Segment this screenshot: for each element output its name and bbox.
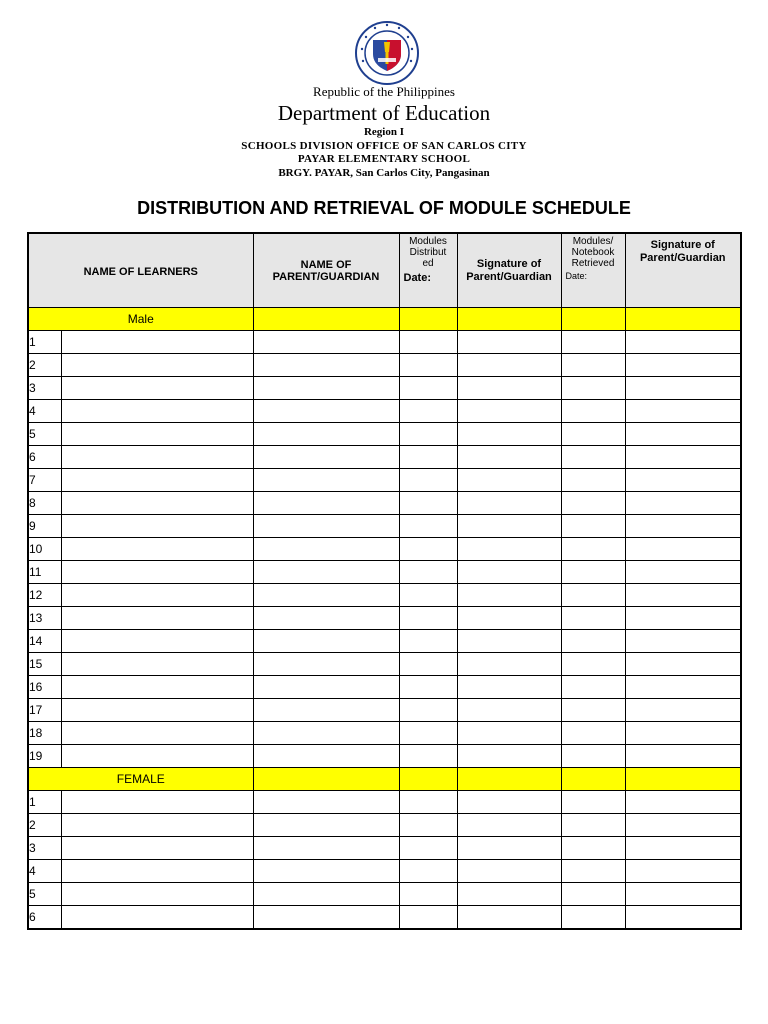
distribution-signature-cell[interactable] — [457, 814, 561, 837]
retrieval-signature-cell[interactable] — [625, 745, 741, 768]
parent-name-cell[interactable] — [253, 814, 399, 837]
distribution-signature-cell[interactable] — [457, 354, 561, 377]
distribution-signature-cell[interactable] — [457, 446, 561, 469]
region-text: Region I — [363, 126, 405, 138]
parent-name-cell[interactable] — [253, 354, 399, 377]
table-row — [28, 837, 741, 860]
retrieved-date-cell[interactable] — [561, 722, 625, 745]
header-modules-retrieved: Modules/ Notebook Retrieved Date: — [561, 233, 625, 308]
row-number: 5 — [28, 883, 61, 906]
row-number: 18 — [28, 722, 61, 745]
distribution-signature-cell[interactable] — [457, 561, 561, 584]
parent-name-cell[interactable] — [253, 653, 399, 676]
row-number: 6 — [28, 906, 61, 930]
learner-name-cell[interactable] — [61, 860, 253, 883]
parent-name-cell[interactable] — [253, 423, 399, 446]
retrieval-signature-cell[interactable] — [625, 837, 741, 860]
retrieval-signature-cell[interactable] — [625, 607, 741, 630]
schedule-table — [27, 232, 742, 930]
learner-name-cell[interactable] — [61, 906, 253, 930]
distributed-date-cell[interactable] — [399, 837, 457, 860]
distribution-signature-cell[interactable] — [457, 699, 561, 722]
retrieval-signature-cell[interactable] — [625, 676, 741, 699]
row-number: 15 — [28, 653, 61, 676]
retrieved-date-cell[interactable] — [561, 446, 625, 469]
header-signature-distribution: Signature of Parent/Guardian — [457, 233, 561, 308]
parent-name-cell[interactable] — [253, 722, 399, 745]
retrieval-signature-cell[interactable] — [625, 469, 741, 492]
distributed-date-cell[interactable] — [399, 538, 457, 561]
table-row — [28, 630, 741, 653]
distribution-signature-cell[interactable] — [457, 722, 561, 745]
retrieved-date-cell[interactable] — [561, 814, 625, 837]
parent-name-cell[interactable] — [253, 630, 399, 653]
section-label: FEMALE — [28, 768, 253, 791]
department-name: Department of Education — [277, 101, 491, 125]
distributed-date-cell[interactable] — [399, 492, 457, 515]
learner-name-cell[interactable] — [61, 492, 253, 515]
retrieval-signature-cell[interactable] — [625, 492, 741, 515]
distributed-date-cell[interactable] — [399, 814, 457, 837]
header-parent: NAME OF PARENT/GUARDIAN — [253, 233, 399, 308]
distributed-date-cell[interactable] — [399, 423, 457, 446]
distributed-date-cell[interactable] — [399, 446, 457, 469]
section-cell — [561, 308, 625, 331]
retrieval-signature-cell[interactable] — [625, 653, 741, 676]
parent-name-cell[interactable] — [253, 745, 399, 768]
table-header-row — [28, 233, 741, 308]
republic-text: Republic of the Philippines — [313, 84, 455, 99]
parent-name-cell[interactable] — [253, 906, 399, 930]
learner-name-cell[interactable] — [61, 699, 253, 722]
distributed-date-label: Date: — [403, 272, 432, 284]
retrieved-date-cell[interactable] — [561, 584, 625, 607]
learner-name-cell[interactable] — [61, 515, 253, 538]
distributed-date-cell[interactable] — [399, 354, 457, 377]
school-name: PAYAR ELEMENTARY SCHOOL — [297, 153, 471, 165]
table-row — [28, 653, 741, 676]
distribution-signature-cell[interactable] — [457, 377, 561, 400]
distribution-signature-cell[interactable] — [457, 515, 561, 538]
retrieved-date-cell[interactable] — [561, 400, 625, 423]
distributed-date-cell[interactable] — [399, 400, 457, 423]
retrieval-signature-cell[interactable] — [625, 791, 741, 814]
parent-name-cell[interactable] — [253, 515, 399, 538]
distributed-date-cell[interactable] — [399, 722, 457, 745]
distributed-date-cell[interactable] — [399, 469, 457, 492]
distribution-signature-cell[interactable] — [457, 745, 561, 768]
parent-name-cell[interactable] — [253, 331, 399, 354]
table-row — [28, 699, 741, 722]
distribution-signature-cell[interactable] — [457, 883, 561, 906]
division-office: SCHOOLS DIVISION OFFICE OF SAN CARLOS CITY — [241, 140, 527, 152]
distributed-date-cell[interactable] — [399, 883, 457, 906]
retrieval-signature-cell[interactable] — [625, 860, 741, 883]
row-number: 8 — [28, 492, 61, 515]
section-row — [28, 308, 741, 331]
header-learners: NAME OF LEARNERS — [28, 233, 253, 308]
retrieval-signature-cell[interactable] — [625, 446, 741, 469]
row-number: 2 — [28, 814, 61, 837]
page-title: DISTRIBUTION AND RETRIEVAL OF MODULE SCHEDULE — [137, 198, 631, 218]
learner-name-cell[interactable] — [61, 791, 253, 814]
distribution-signature-cell[interactable] — [457, 492, 561, 515]
distributed-date-cell[interactable] — [399, 653, 457, 676]
distribution-signature-cell[interactable] — [457, 653, 561, 676]
table-row — [28, 354, 741, 377]
retrieved-date-label: Date: — [565, 271, 588, 281]
learner-name-cell[interactable] — [61, 400, 253, 423]
learner-name-cell[interactable] — [61, 354, 253, 377]
distribution-signature-cell[interactable] — [457, 423, 561, 446]
parent-name-cell[interactable] — [253, 538, 399, 561]
distributed-date-cell[interactable] — [399, 377, 457, 400]
retrieval-signature-cell[interactable] — [625, 561, 741, 584]
retrieval-signature-cell[interactable] — [625, 584, 741, 607]
retrieval-signature-cell[interactable] — [625, 377, 741, 400]
row-number: 3 — [28, 837, 61, 860]
learner-name-cell[interactable] — [61, 331, 253, 354]
section-cell — [457, 768, 561, 791]
section-cell — [399, 768, 457, 791]
row-number: 1 — [28, 331, 61, 354]
section-cell — [625, 308, 741, 331]
row-number: 3 — [28, 377, 61, 400]
retrieval-signature-cell[interactable] — [625, 423, 741, 446]
table-row — [28, 814, 741, 837]
retrieved-date-cell[interactable] — [561, 860, 625, 883]
learner-name-cell[interactable] — [61, 423, 253, 446]
parent-name-cell[interactable] — [253, 584, 399, 607]
retrieved-date-cell[interactable] — [561, 906, 625, 930]
retrieval-signature-cell[interactable] — [625, 699, 741, 722]
row-number: 5 — [28, 423, 61, 446]
row-number: 14 — [28, 630, 61, 653]
learner-name-cell[interactable] — [61, 607, 253, 630]
distribution-signature-cell[interactable] — [457, 906, 561, 930]
distributed-date-cell[interactable] — [399, 331, 457, 354]
retrieved-date-cell[interactable] — [561, 745, 625, 768]
parent-name-cell[interactable] — [253, 377, 399, 400]
table-row — [28, 423, 741, 446]
retrieval-signature-cell[interactable] — [625, 400, 741, 423]
row-number: 10 — [28, 538, 61, 561]
retrieved-date-cell[interactable] — [561, 561, 625, 584]
retrieval-signature-cell[interactable] — [625, 906, 741, 930]
distributed-date-cell[interactable] — [399, 630, 457, 653]
distribution-signature-cell[interactable] — [457, 630, 561, 653]
table-row — [28, 607, 741, 630]
distribution-signature-cell[interactable] — [457, 538, 561, 561]
parent-name-cell[interactable] — [253, 400, 399, 423]
row-number: 9 — [28, 515, 61, 538]
table-row — [28, 400, 741, 423]
distributed-date-cell[interactable] — [399, 561, 457, 584]
learner-name-cell[interactable] — [61, 722, 253, 745]
parent-name-cell[interactable] — [253, 607, 399, 630]
distribution-signature-cell[interactable] — [457, 584, 561, 607]
learner-name-cell[interactable] — [61, 676, 253, 699]
retrieval-signature-cell[interactable] — [625, 630, 741, 653]
parent-name-cell[interactable] — [253, 469, 399, 492]
parent-name-cell[interactable] — [253, 860, 399, 883]
retrieved-date-cell[interactable] — [561, 791, 625, 814]
row-number: 12 — [28, 584, 61, 607]
table-row — [28, 446, 741, 469]
distribution-signature-cell[interactable] — [457, 676, 561, 699]
row-number: 19 — [28, 745, 61, 768]
learner-name-cell[interactable] — [61, 883, 253, 906]
retrieved-date-cell[interactable] — [561, 423, 625, 446]
learner-name-cell[interactable] — [61, 653, 253, 676]
row-number: 6 — [28, 446, 61, 469]
retrieved-date-cell[interactable] — [561, 469, 625, 492]
learner-name-cell[interactable] — [61, 538, 253, 561]
retrieved-date-cell[interactable] — [561, 607, 625, 630]
parent-name-cell[interactable] — [253, 699, 399, 722]
section-cell — [253, 768, 399, 791]
retrieval-signature-cell[interactable] — [625, 331, 741, 354]
header-signature-retrieval: Signature of Parent/Guardian — [625, 233, 741, 308]
row-number: 2 — [28, 354, 61, 377]
retrieved-date-cell[interactable] — [561, 538, 625, 561]
distributed-date-cell[interactable] — [399, 906, 457, 930]
deped-seal-icon — [354, 20, 420, 86]
row-number: 4 — [28, 400, 61, 423]
section-cell — [457, 308, 561, 331]
distribution-signature-cell[interactable] — [457, 400, 561, 423]
learner-name-cell[interactable] — [61, 561, 253, 584]
table-row — [28, 515, 741, 538]
distributed-date-cell[interactable] — [399, 607, 457, 630]
table-row — [28, 584, 741, 607]
learner-name-cell[interactable] — [61, 837, 253, 860]
distribution-signature-cell[interactable] — [457, 331, 561, 354]
learner-name-cell[interactable] — [61, 745, 253, 768]
section-cell — [561, 768, 625, 791]
table-row — [28, 377, 741, 400]
distribution-signature-cell[interactable] — [457, 860, 561, 883]
section-cell — [253, 308, 399, 331]
section-row — [28, 768, 741, 791]
table-row — [28, 722, 741, 745]
parent-name-cell[interactable] — [253, 492, 399, 515]
retrieval-signature-cell[interactable] — [625, 538, 741, 561]
retrieval-signature-cell[interactable] — [625, 515, 741, 538]
table-body — [28, 308, 741, 930]
row-number: 16 — [28, 676, 61, 699]
learner-name-cell[interactable] — [61, 377, 253, 400]
learner-name-cell[interactable] — [61, 584, 253, 607]
table-row — [28, 906, 741, 930]
parent-name-cell[interactable] — [253, 561, 399, 584]
retrieved-date-cell[interactable] — [561, 354, 625, 377]
learner-name-cell[interactable] — [61, 469, 253, 492]
learner-name-cell[interactable] — [61, 630, 253, 653]
section-cell — [399, 308, 457, 331]
retrieved-date-cell[interactable] — [561, 676, 625, 699]
parent-name-cell[interactable] — [253, 676, 399, 699]
parent-name-cell[interactable] — [253, 837, 399, 860]
table-row — [28, 538, 741, 561]
distribution-signature-cell[interactable] — [457, 837, 561, 860]
retrieval-signature-cell[interactable] — [625, 814, 741, 837]
table-row — [28, 676, 741, 699]
row-number: 7 — [28, 469, 61, 492]
row-number: 17 — [28, 699, 61, 722]
parent-name-cell[interactable] — [253, 883, 399, 906]
retrieved-date-cell[interactable] — [561, 630, 625, 653]
retrieval-signature-cell[interactable] — [625, 883, 741, 906]
retrieved-date-cell[interactable] — [561, 377, 625, 400]
learner-name-cell[interactable] — [61, 446, 253, 469]
section-label: Male — [28, 308, 253, 331]
distributed-date-cell[interactable] — [399, 676, 457, 699]
distributed-date-cell[interactable] — [399, 584, 457, 607]
parent-name-cell[interactable] — [253, 446, 399, 469]
table-row — [28, 331, 741, 354]
table-row — [28, 745, 741, 768]
table-row — [28, 561, 741, 584]
retrieved-date-cell[interactable] — [561, 492, 625, 515]
parent-name-cell[interactable] — [253, 791, 399, 814]
header-modules-distributed: Modules Distribut ed Date: — [399, 233, 457, 308]
retrieved-date-cell[interactable] — [561, 699, 625, 722]
table-row — [28, 492, 741, 515]
row-number: 13 — [28, 607, 61, 630]
table-row — [28, 883, 741, 906]
row-number: 11 — [28, 561, 61, 584]
section-cell — [625, 768, 741, 791]
distributed-date-cell[interactable] — [399, 791, 457, 814]
retrieval-signature-cell[interactable] — [625, 354, 741, 377]
distributed-date-cell[interactable] — [399, 745, 457, 768]
row-number: 4 — [28, 860, 61, 883]
learner-name-cell[interactable] — [61, 814, 253, 837]
distribution-signature-cell[interactable] — [457, 469, 561, 492]
retrieval-signature-cell[interactable] — [625, 722, 741, 745]
distribution-signature-cell[interactable] — [457, 607, 561, 630]
table-row — [28, 791, 741, 814]
retrieved-date-cell[interactable] — [561, 653, 625, 676]
school-address: BRGY. PAYAR, San Carlos City, Pangasinan — [278, 167, 490, 179]
table-row — [28, 860, 741, 883]
row-number: 1 — [28, 791, 61, 814]
distributed-date-cell[interactable] — [399, 515, 457, 538]
distributed-date-cell[interactable] — [399, 860, 457, 883]
distribution-signature-cell[interactable] — [457, 791, 561, 814]
table-row — [28, 469, 741, 492]
retrieved-date-cell[interactable] — [561, 883, 625, 906]
distributed-date-cell[interactable] — [399, 699, 457, 722]
retrieved-date-cell[interactable] — [561, 837, 625, 860]
retrieved-date-cell[interactable] — [561, 515, 625, 538]
retrieved-date-cell[interactable] — [561, 331, 625, 354]
